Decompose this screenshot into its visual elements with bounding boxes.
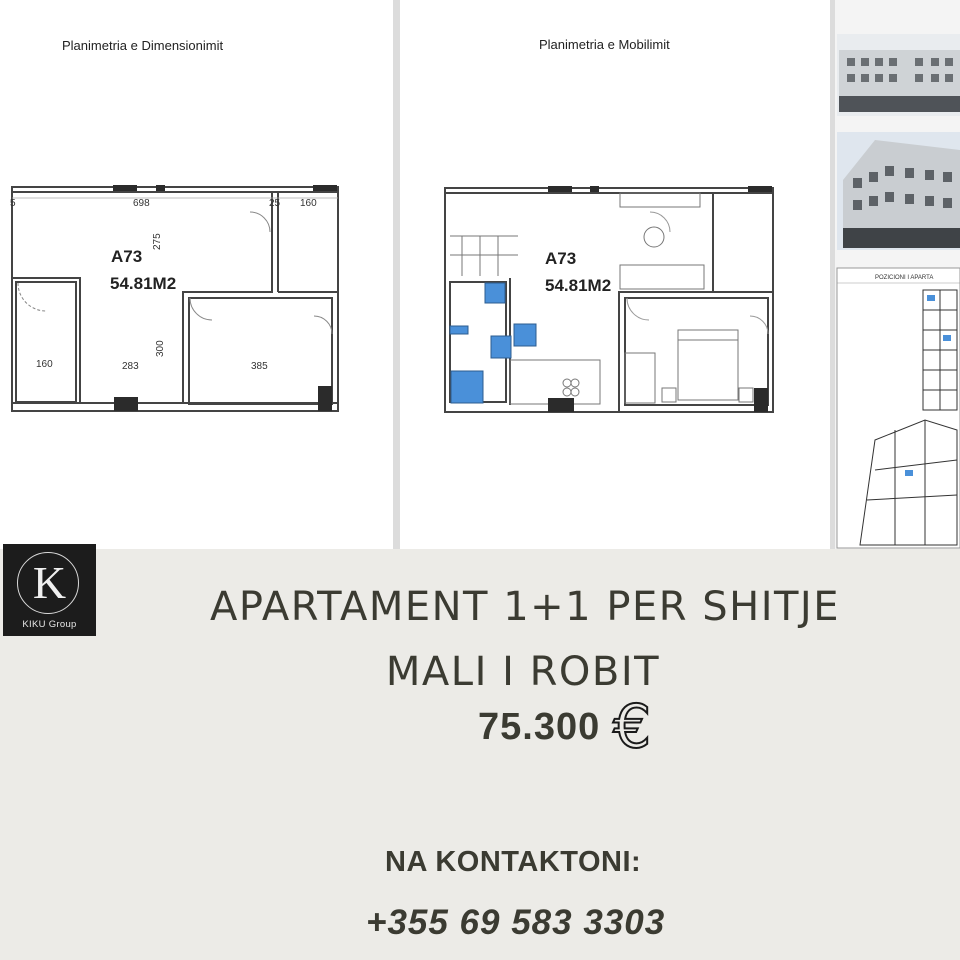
dimension-floor-plan [0, 0, 393, 549]
contact-phone[interactable]: +355 69 583 3303 [366, 903, 666, 942]
dim-385: 385 [251, 361, 268, 372]
listing-location: MALI I ROBIT [385, 649, 661, 695]
dim-160-top: 160 [300, 198, 317, 209]
building-renders [835, 0, 960, 549]
dim-300: 300 [155, 340, 166, 357]
dimension-plan-panel [0, 0, 393, 549]
contact-label: NA KONTAKTONI: [385, 846, 642, 878]
dim-275: 275 [152, 233, 163, 250]
furniture-plan-panel [400, 0, 830, 549]
euro-currency-icon: € [613, 692, 652, 762]
logo-letter: K [32, 557, 67, 608]
dim-5: 5 [10, 198, 16, 209]
unit-label: A73 [111, 247, 143, 266]
dimension-plan-title: Planimetria e Dimensionimit [62, 38, 224, 53]
area-label-furnished: 54.81M2 [545, 276, 612, 295]
dim-283: 283 [122, 361, 139, 372]
furniture-floor-plan [400, 0, 830, 549]
building-images-panel [835, 0, 960, 549]
furniture-plan-title: Planimetria e Mobilimit [539, 37, 670, 52]
dim-698: 698 [133, 198, 150, 209]
position-title: POZICIONI I APARTA [875, 275, 934, 281]
dim-160-bottom: 160 [36, 359, 53, 370]
unit-label-furnished: A73 [545, 249, 577, 268]
listing-headline: APARTAMENT 1+1 PER SHITJE [209, 584, 841, 630]
listing-price: 75.300 [478, 706, 601, 748]
area-label: 54.81M2 [110, 274, 177, 293]
logo-name: KIKU Group [22, 619, 77, 630]
dim-25: 25 [269, 198, 281, 209]
